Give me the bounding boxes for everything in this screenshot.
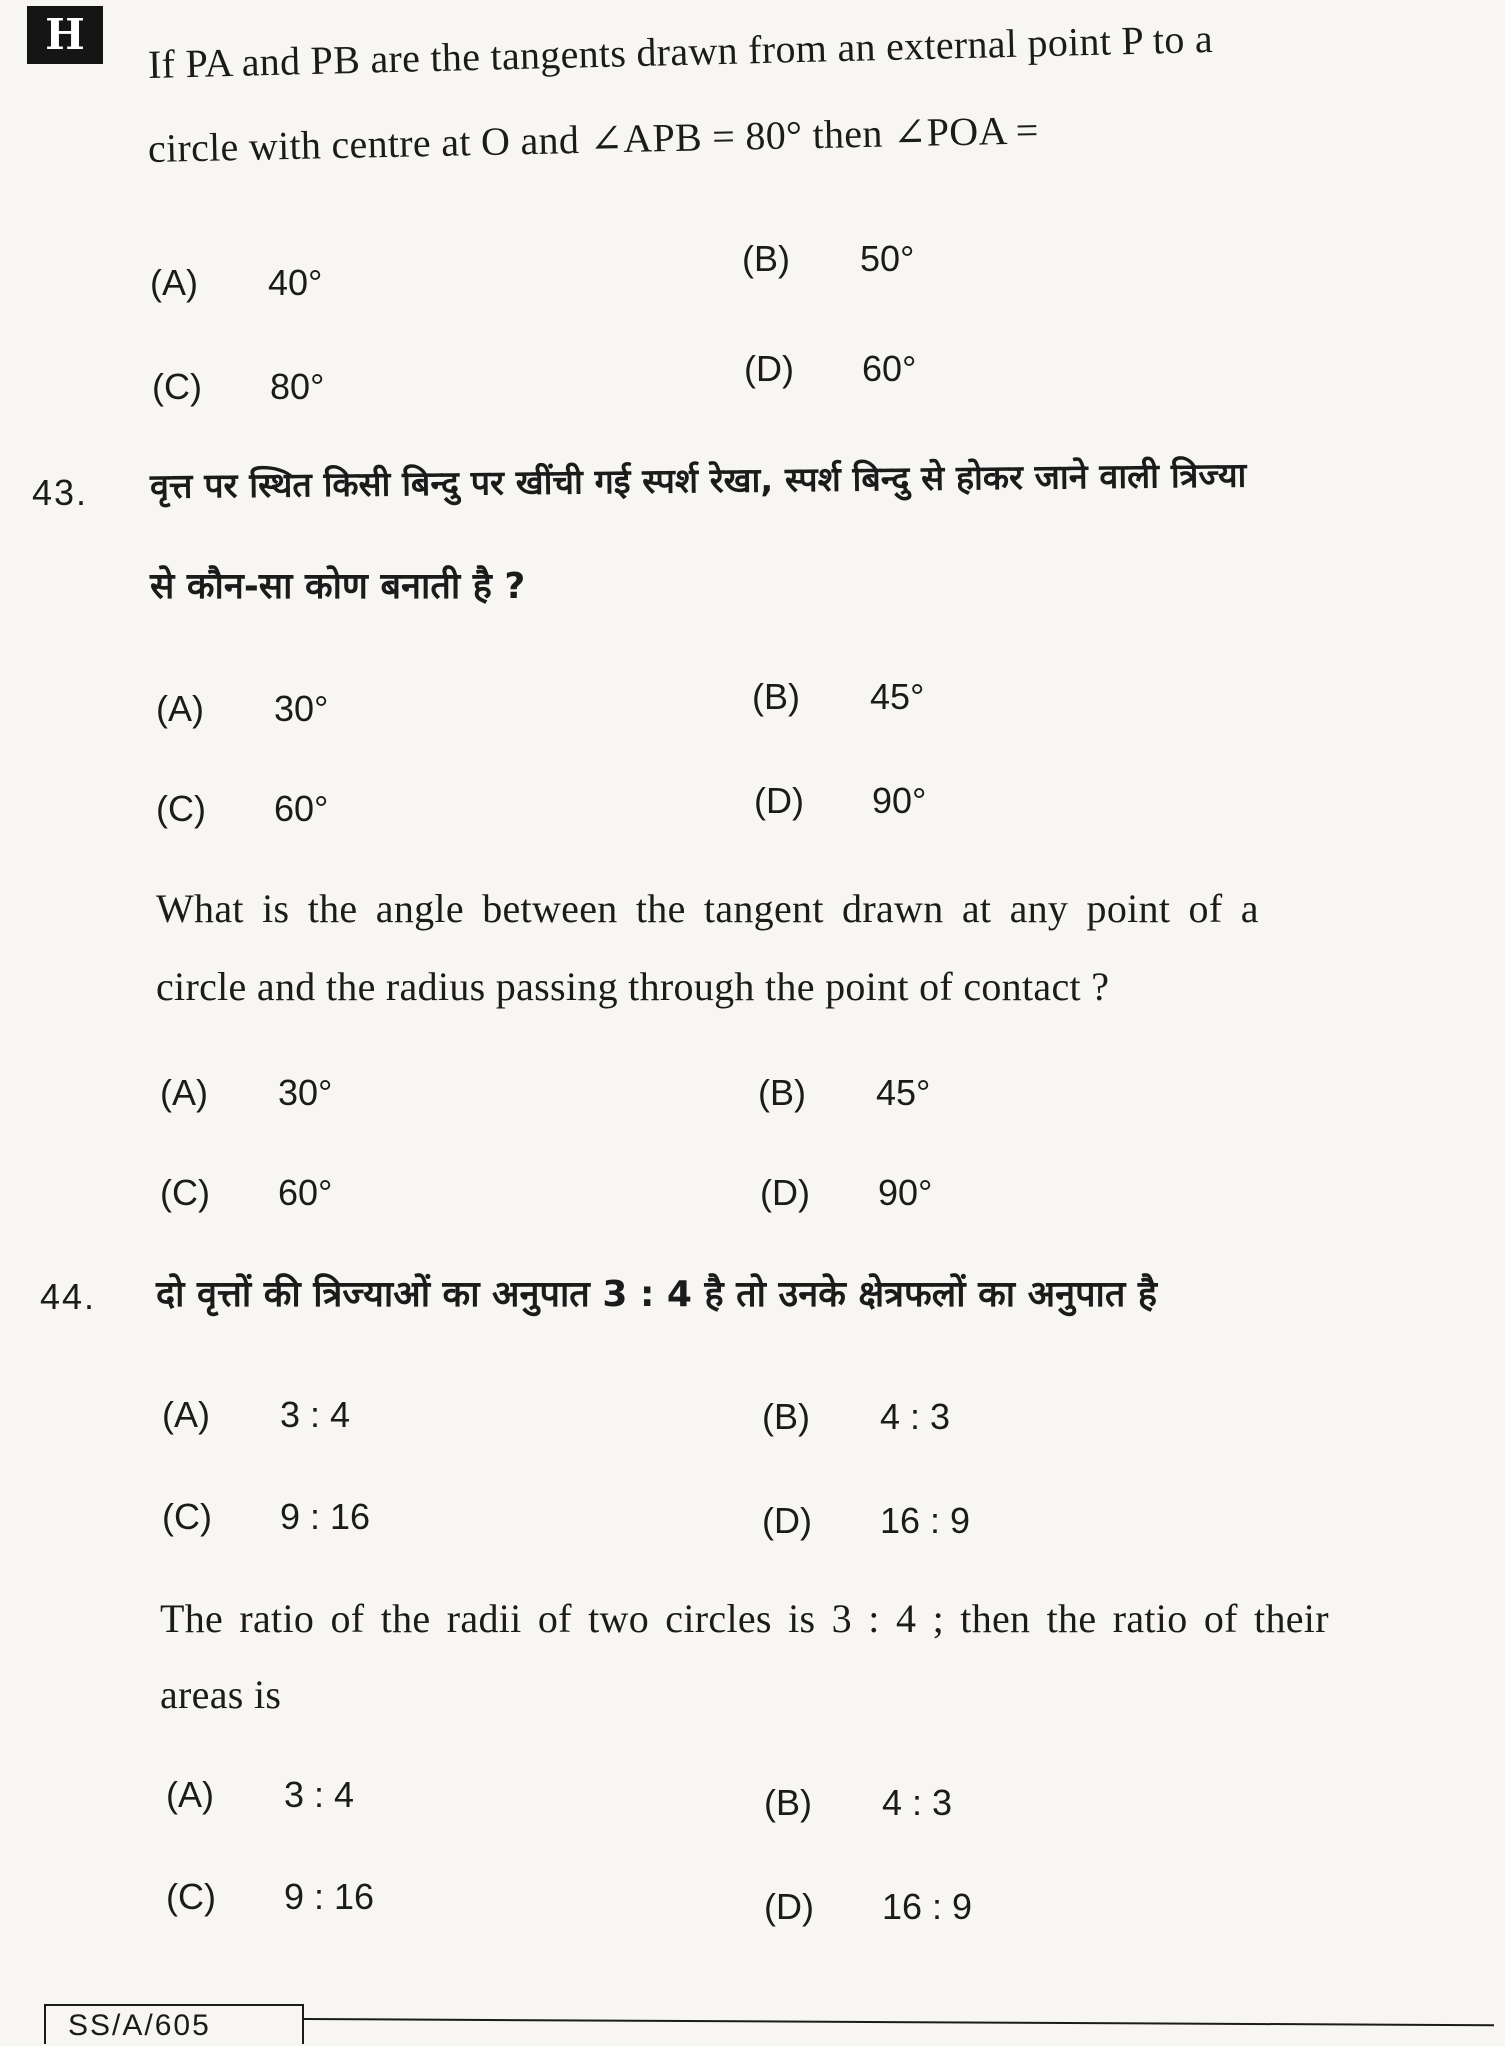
option-label: (B): [752, 676, 800, 717]
option-label: (D): [762, 1500, 812, 1541]
question-43-hindi-option-a[interactable]: [156, 686, 328, 732]
option-value: 80°: [270, 366, 325, 407]
option-value: 3 : 4: [280, 1394, 351, 1435]
option-label: (A): [150, 262, 198, 303]
option-value: 45°: [870, 676, 925, 717]
option-value: 60°: [278, 1172, 333, 1213]
option-label: (B): [742, 238, 790, 279]
option-value: 40°: [268, 262, 323, 303]
option-value: 90°: [872, 780, 927, 821]
question-43-hindi-option-b[interactable]: [752, 674, 924, 720]
option-label: (C): [166, 1876, 216, 1917]
question-44-hindi-option-b[interactable]: [762, 1394, 950, 1440]
option-label: (A): [156, 688, 204, 729]
question-44-hindi-option-d[interactable]: [762, 1498, 970, 1544]
option-value: 30°: [274, 688, 329, 729]
question-44-english-line-2: areas is: [160, 1672, 282, 1717]
question-42-option-a[interactable]: [150, 260, 322, 306]
option-label: (C): [152, 366, 202, 407]
option-value: 16 : 9: [882, 1886, 973, 1927]
option-value: 60°: [274, 788, 329, 829]
question-43-english-option-c[interactable]: [160, 1170, 332, 1216]
option-label: (A): [160, 1072, 208, 1113]
question-44-english-option-b[interactable]: [764, 1780, 952, 1826]
question-43-english-option-b[interactable]: [758, 1070, 930, 1116]
question-44-hindi-line-1: दो वृत्तों की त्रिज्याओं का अनुपात 3 : 4 है तो उनके क्षेत्रफलों का अनुपात है: [156, 1274, 1158, 1315]
question-44-number: 44.: [40, 1276, 97, 1317]
question-44-english-option-c[interactable]: [166, 1874, 374, 1920]
option-label: (D): [744, 348, 794, 389]
question-42-option-c[interactable]: [152, 364, 324, 410]
question-43-number: 43.: [32, 472, 89, 513]
question-43-english-line-2: circle and the radius passing through the point of contact ?: [156, 964, 1110, 1009]
set-code-badge: H: [27, 6, 103, 64]
option-label: (B): [764, 1782, 812, 1823]
option-value: 50°: [860, 238, 915, 279]
question-42-option-b[interactable]: [742, 236, 914, 282]
question-43-hindi-line-1: वृत्त पर स्थित किसी बिन्दु पर खींची गई स्पर्श रेखा, स्पर्श बिन्दु से होकर जाने वाली त्रिज्या: [149, 455, 1247, 507]
question-43-hindi-option-d[interactable]: [754, 778, 926, 824]
option-value: 30°: [278, 1072, 333, 1113]
option-label: (D): [760, 1172, 810, 1213]
question-43-english-option-a[interactable]: [160, 1070, 332, 1116]
paper-code-box: SS/A/605: [44, 2004, 304, 2044]
option-label: (C): [156, 788, 206, 829]
option-value: 16 : 9: [880, 1500, 971, 1541]
option-value: 90°: [878, 1172, 933, 1213]
option-label: (D): [764, 1886, 814, 1927]
question-44-hindi-option-c[interactable]: [162, 1494, 370, 1540]
option-value: 45°: [876, 1072, 931, 1113]
option-label: (B): [762, 1396, 810, 1437]
question-44-english-line-1: The ratio of the radii of two circles is 3 : 4 ; then the ratio of their: [160, 1596, 1329, 1641]
question-42-text-line-2: circle with centre at O and ∠APB = 80° then ∠POA =: [147, 107, 1040, 171]
option-label: (B): [758, 1072, 806, 1113]
question-42-option-d[interactable]: [744, 346, 916, 392]
option-value: 3 : 4: [284, 1774, 355, 1815]
question-43-english-line-1: What is the angle between the tangent drawn at any point of a: [156, 886, 1259, 931]
option-label: (A): [162, 1394, 210, 1435]
option-label: (C): [162, 1496, 212, 1537]
option-label: (D): [754, 780, 804, 821]
option-value: 9 : 16: [280, 1496, 371, 1537]
question-42-text-line-1: If PA and PB are the tangents drawn from an external point P to a: [147, 15, 1214, 87]
footer-rule: [304, 2018, 1494, 2026]
question-44-hindi-option-a[interactable]: [162, 1392, 350, 1438]
option-value: 4 : 3: [882, 1782, 953, 1823]
question-44-english-option-a[interactable]: [166, 1772, 354, 1818]
question-43-hindi-line-2: से कौन-सा कोण बनाती है ?: [150, 566, 526, 607]
option-value: 60°: [862, 348, 917, 389]
question-44-english-option-d[interactable]: [764, 1884, 972, 1930]
option-value: 9 : 16: [284, 1876, 375, 1917]
question-43-english-option-d[interactable]: [760, 1170, 932, 1216]
option-value: 4 : 3: [880, 1396, 951, 1437]
option-label: (C): [160, 1172, 210, 1213]
question-43-hindi-option-c[interactable]: [156, 786, 328, 832]
option-label: (A): [166, 1774, 214, 1815]
